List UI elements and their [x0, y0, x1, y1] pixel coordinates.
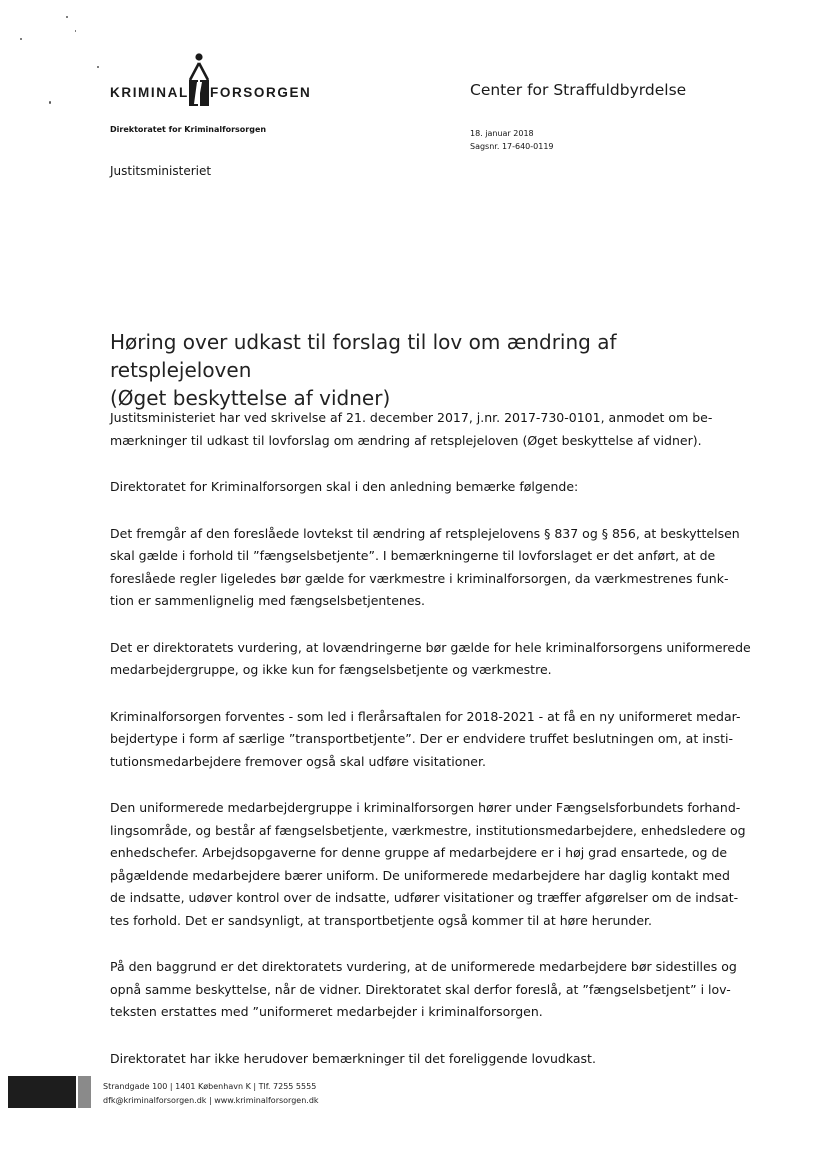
scan-speck — [66, 16, 68, 18]
paragraph-line: Direktoratet for Kriminalforsorgen skal i den anledning bemærke følgende: — [110, 479, 579, 494]
paragraph-line: Det fremgår af den foreslåede lovtekst til ændring af retsplejelovens § 837 og § 856, at beskyttelsen — [110, 525, 740, 541]
letter-meta — [470, 128, 554, 153]
paragraph-line: Det er direktoratets vurdering, at lovændringerne bør gælde for hele kriminalforsorgens uniformerede — [110, 639, 751, 655]
title-line: Høring over udkast til forslag til lov om ændring af retsplejeloven — [110, 330, 617, 382]
paragraph — [110, 407, 722, 452]
paragraph — [110, 706, 741, 774]
logo-text-right: FORSORGEN — [210, 85, 312, 100]
logo-text-left: KRIMINAL — [110, 85, 189, 100]
paragraph-line: Den uniformerede medarbejdergruppe i kriminalforsorgen hører under Fængselsforbundets forhand- — [110, 800, 741, 815]
paragraph-line: medarbejdergruppe, og ikke kun for fængselsbetjente og værkmestre. — [110, 662, 552, 677]
letter-title — [110, 328, 730, 412]
scan-speck — [75, 30, 76, 32]
paragraph-line: teksten erstattes med ”uniformeret medarbejder i kriminalforsorgen. — [110, 1004, 543, 1019]
paragraph-line: tion er sammenlignelig med fængselsbetjentenes. — [110, 593, 426, 608]
paragraph-line: enhedschefer. Arbejdsopgaverne for denne gruppe af medarbejdere er i høj grad ensartede, og de — [110, 845, 728, 860]
paragraph-line: tutionsmedarbejdere fremover også skal udføre visitationer. — [110, 753, 486, 769]
title-line: (Øget beskyttelse af vidner) — [110, 386, 391, 410]
letter-body — [110, 407, 751, 1094]
paragraph-line: de indsatte, udøver kontrol over de indsatte, udfører visitationer og træffer afgørelser om de indsat- — [110, 890, 739, 905]
paragraph — [110, 797, 746, 932]
center-name: Center for Straffuldbyrdelse — [470, 81, 687, 99]
paragraph — [110, 637, 751, 682]
paragraph-line: skal gælde i forhold til ”fængselsbetjente”. I bemærkningerne til lovforslaget er det anført, at de — [110, 548, 716, 563]
scan-speck — [49, 101, 51, 104]
paragraph — [110, 476, 722, 499]
paragraph-line: mærkninger til udkast til lovforslag om ændring af retsplejeloven (Øget beskyttelse af vidner). — [110, 432, 702, 448]
footer-address: Strandgade 100 | 1401 København K | Tlf. 7255 5555 — [103, 1082, 317, 1091]
footer-text — [103, 1080, 319, 1108]
paragraph-line: pågældende medarbejdere bærer uniform. De uniformerede medarbejdere har daglig kontakt med — [110, 867, 730, 883]
paragraph-line: Direktoratet har ikke herudover bemærkninger til det foreliggende lovudkast. — [110, 1050, 596, 1066]
case-number: Sagsnr. 17-640-0119 — [470, 141, 554, 151]
recipient: Justitsministeriet — [110, 164, 212, 178]
sub-department: Direktoratet for Kriminalforsorgen — [110, 125, 267, 134]
kriminalforsorgen-logo — [110, 52, 330, 112]
paragraph-line: Justitsministeriet har ved skrivelse af 21. december 2017, j.nr. 2017-730-0101, anmodet om be- — [110, 410, 713, 425]
paragraph-line: bejdertype i form af særlige ”transportbetjente”. Der er endvidere truffet beslutningen om, at insti- — [110, 731, 733, 746]
paragraph-line: foreslåede regler ligeledes bør gælde for værkmestre i kriminalforsorgen, da værkmestrenes funk- — [110, 570, 729, 586]
paragraph — [110, 523, 740, 613]
paragraph-line: På den baggrund er det direktoratets vurdering, at de uniformerede medarbejdere bør sidestilles og — [110, 959, 737, 974]
paragraph-line: lingsområde, og består af fængselsbetjente, værkmestre, institutionsmedarbejdere, enhedsledere og — [110, 822, 746, 838]
paragraph — [110, 1048, 722, 1071]
paragraph-line: opnå samme beskyttelse, når de vidner. Direktoratet skal derfor foreslå, at ”fængselsbetjent” i lov- — [110, 981, 731, 997]
scan-speck — [20, 38, 22, 40]
footer-bar-gray — [78, 1076, 91, 1108]
footer-contact: dfk@kriminalforsorgen.dk | www.kriminalforsorgen.dk — [103, 1096, 319, 1105]
paragraph-line: tes forhold. Det er sandsynligt, at transportbetjente også kommer til at høre herunder. — [110, 912, 652, 928]
scan-speck — [97, 66, 99, 68]
paragraph-line: Kriminalforsorgen forventes - som led i flerårsaftalen for 2018-2021 - at få en ny uniformeret medar- — [110, 708, 741, 724]
letter-date: 18. januar 2018 — [470, 129, 534, 138]
logo-figure-icon — [186, 52, 212, 106]
paragraph — [110, 956, 737, 1024]
footer-bar-dark — [8, 1076, 76, 1108]
